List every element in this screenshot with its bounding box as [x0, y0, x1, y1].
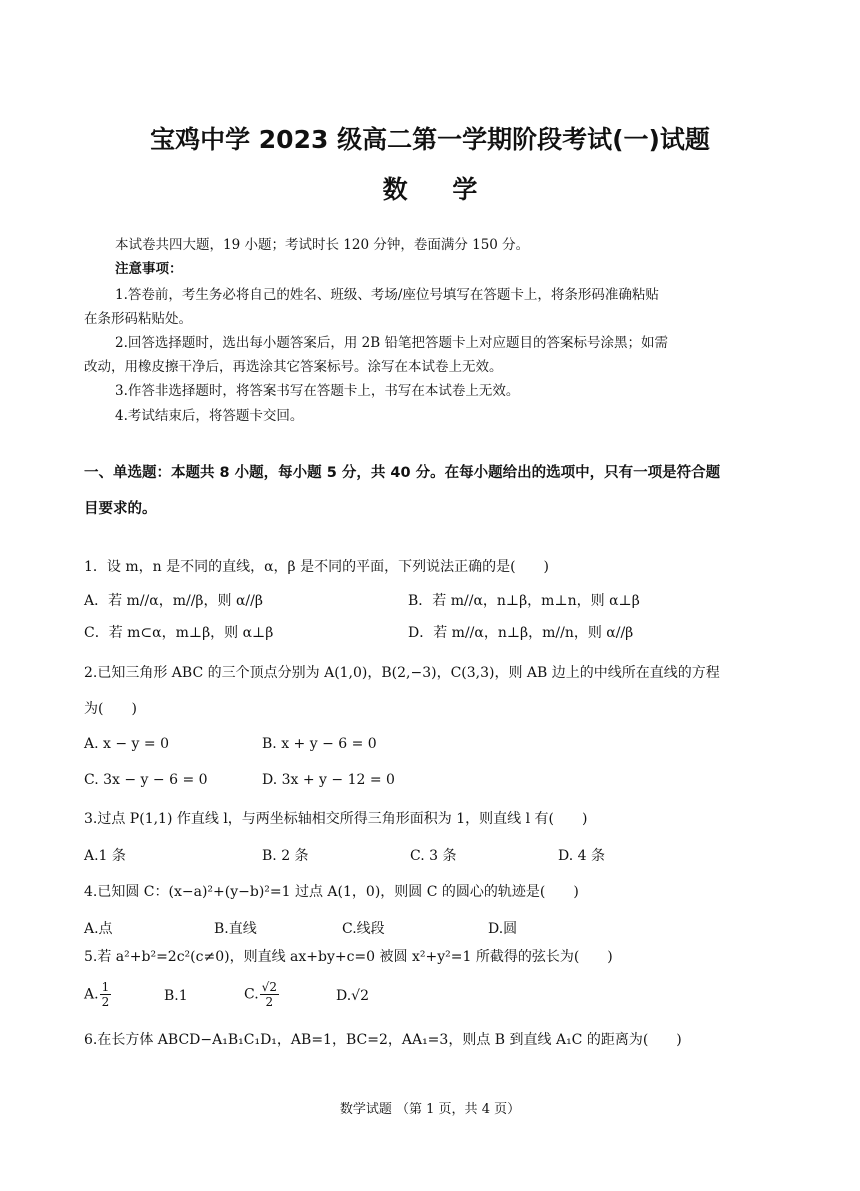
fraction: [100, 980, 112, 1009]
section-heading: 一、单选题：本题共 8 小题，每小题 5 分，共 40 分。在每小题给出的选项中，只有一项是符合题: [84, 465, 721, 481]
question-1-option-b: B．若 m//α，n⊥β，m⊥n，则 α⊥β: [408, 593, 640, 609]
notice-title: 注意事项：: [115, 261, 183, 277]
question-5-stem: 5.若 a²+b²=2c²(c≠0)，则直线 ax+by+c=0 被圆 x²+y²=1 所截得的弦长为( ): [84, 949, 613, 965]
question-3-stem: 3.过点 P(1,1) 作直线 l，与两坐标轴相交所得三角形面积为 1，则直线 l 有( ): [84, 811, 588, 827]
question-2-option-c: C. 3x − y − 6 = 0: [84, 772, 208, 788]
notice-item: 3.作答非选择题时，将答案书写在答题卡上，书写在本试卷上无效。: [115, 383, 520, 399]
question-3-option-d: D. 4 条: [558, 848, 605, 864]
fraction-denominator: 2: [265, 995, 274, 1009]
option-label: A.: [84, 986, 99, 1003]
question-1-option-a: A．若 m//α，m//β，则 α//β: [84, 593, 263, 609]
question-2-option-b: B. x + y − 6 = 0: [262, 736, 377, 752]
question-2-stem-cont: 为( ): [84, 701, 137, 717]
question-2-stem: 2.已知三角形 ABC 的三个顶点分别为 A(1,0)，B(2,−3)，C(3,3)，则 AB 边上的中线所在直线的方程: [84, 665, 720, 681]
question-2-option-a: A. x − y = 0: [84, 736, 169, 752]
question-3-option-b: B. 2 条: [262, 848, 309, 864]
section-heading: 目要求的。: [84, 501, 157, 517]
question-1-stem: 1．设 m，n 是不同的直线，α，β 是不同的平面，下列说法正确的是( ): [84, 559, 550, 575]
question-4-stem: 4.已知圆 C：(x−a)²+(y−b)²=1 过点 A(1，0)，则圆 C 的圆心的轨迹是( ): [84, 884, 579, 900]
notice-item: 1.答卷前，考生务必将自己的姓名、班级、考场/座位号填写在答题卡上，将条形码准确粘贴: [115, 287, 659, 303]
question-6-stem: 6.在长方体 ABCD−A₁B₁C₁D₁，AB=1，BC=2，AA₁=3，则点 B 到直线 A₁C 的距离为( ): [84, 1032, 682, 1048]
fraction: [260, 980, 279, 1009]
notice-item: 2.回答选择题时，选出每小题答案后，用 2B 铅笔把答题卡上对应题目的答案标号涂黑；如需: [115, 335, 668, 351]
question-1-option-d: D．若 m//α，n⊥β，m//n，则 α//β: [408, 625, 634, 641]
question-3-option-a: A.1 条: [84, 848, 126, 864]
fraction-denominator: 2: [101, 995, 110, 1009]
question-4-option-c: C.线段: [342, 921, 385, 937]
fraction-numerator: √2: [261, 980, 277, 994]
question-5-option-b: B.1: [164, 988, 188, 1004]
question-5-option-a: [84, 980, 111, 1009]
notice-item: 在条形码粘贴处。: [84, 311, 192, 327]
notice-item: 4.考试结束后，将答题卡交回。: [115, 408, 304, 424]
option-label: C.: [244, 986, 259, 1003]
fraction-numerator: 1: [101, 980, 110, 994]
notice-item: 改动，用橡皮擦干净后，再选涂其它答案标号。涂写在本试卷上无效。: [84, 359, 503, 375]
question-3-option-c: C. 3 条: [410, 848, 457, 864]
question-4-option-d: D.圆: [488, 921, 518, 937]
subject-title: 数 学: [382, 175, 496, 204]
exam-title: 宝鸡中学 2023 级高二第一学期阶段考试(一)试题: [150, 125, 710, 154]
question-5-option-d: D.√2: [336, 988, 370, 1004]
question-1-option-c: C．若 m⊂α，m⊥β，则 α⊥β: [84, 625, 274, 641]
question-4-option-b: B.直线: [214, 921, 257, 937]
question-2-option-d: D. 3x + y − 12 = 0: [262, 772, 395, 788]
page-footer: 数学试题 （第 1 页，共 4 页）: [339, 1102, 521, 1117]
question-4-option-a: A.点: [84, 921, 113, 937]
question-5-option-c: [244, 980, 279, 1009]
exam-summary: 本试卷共四大题，19 小题；考试时长 120 分钟，卷面满分 150 分。: [115, 237, 530, 253]
